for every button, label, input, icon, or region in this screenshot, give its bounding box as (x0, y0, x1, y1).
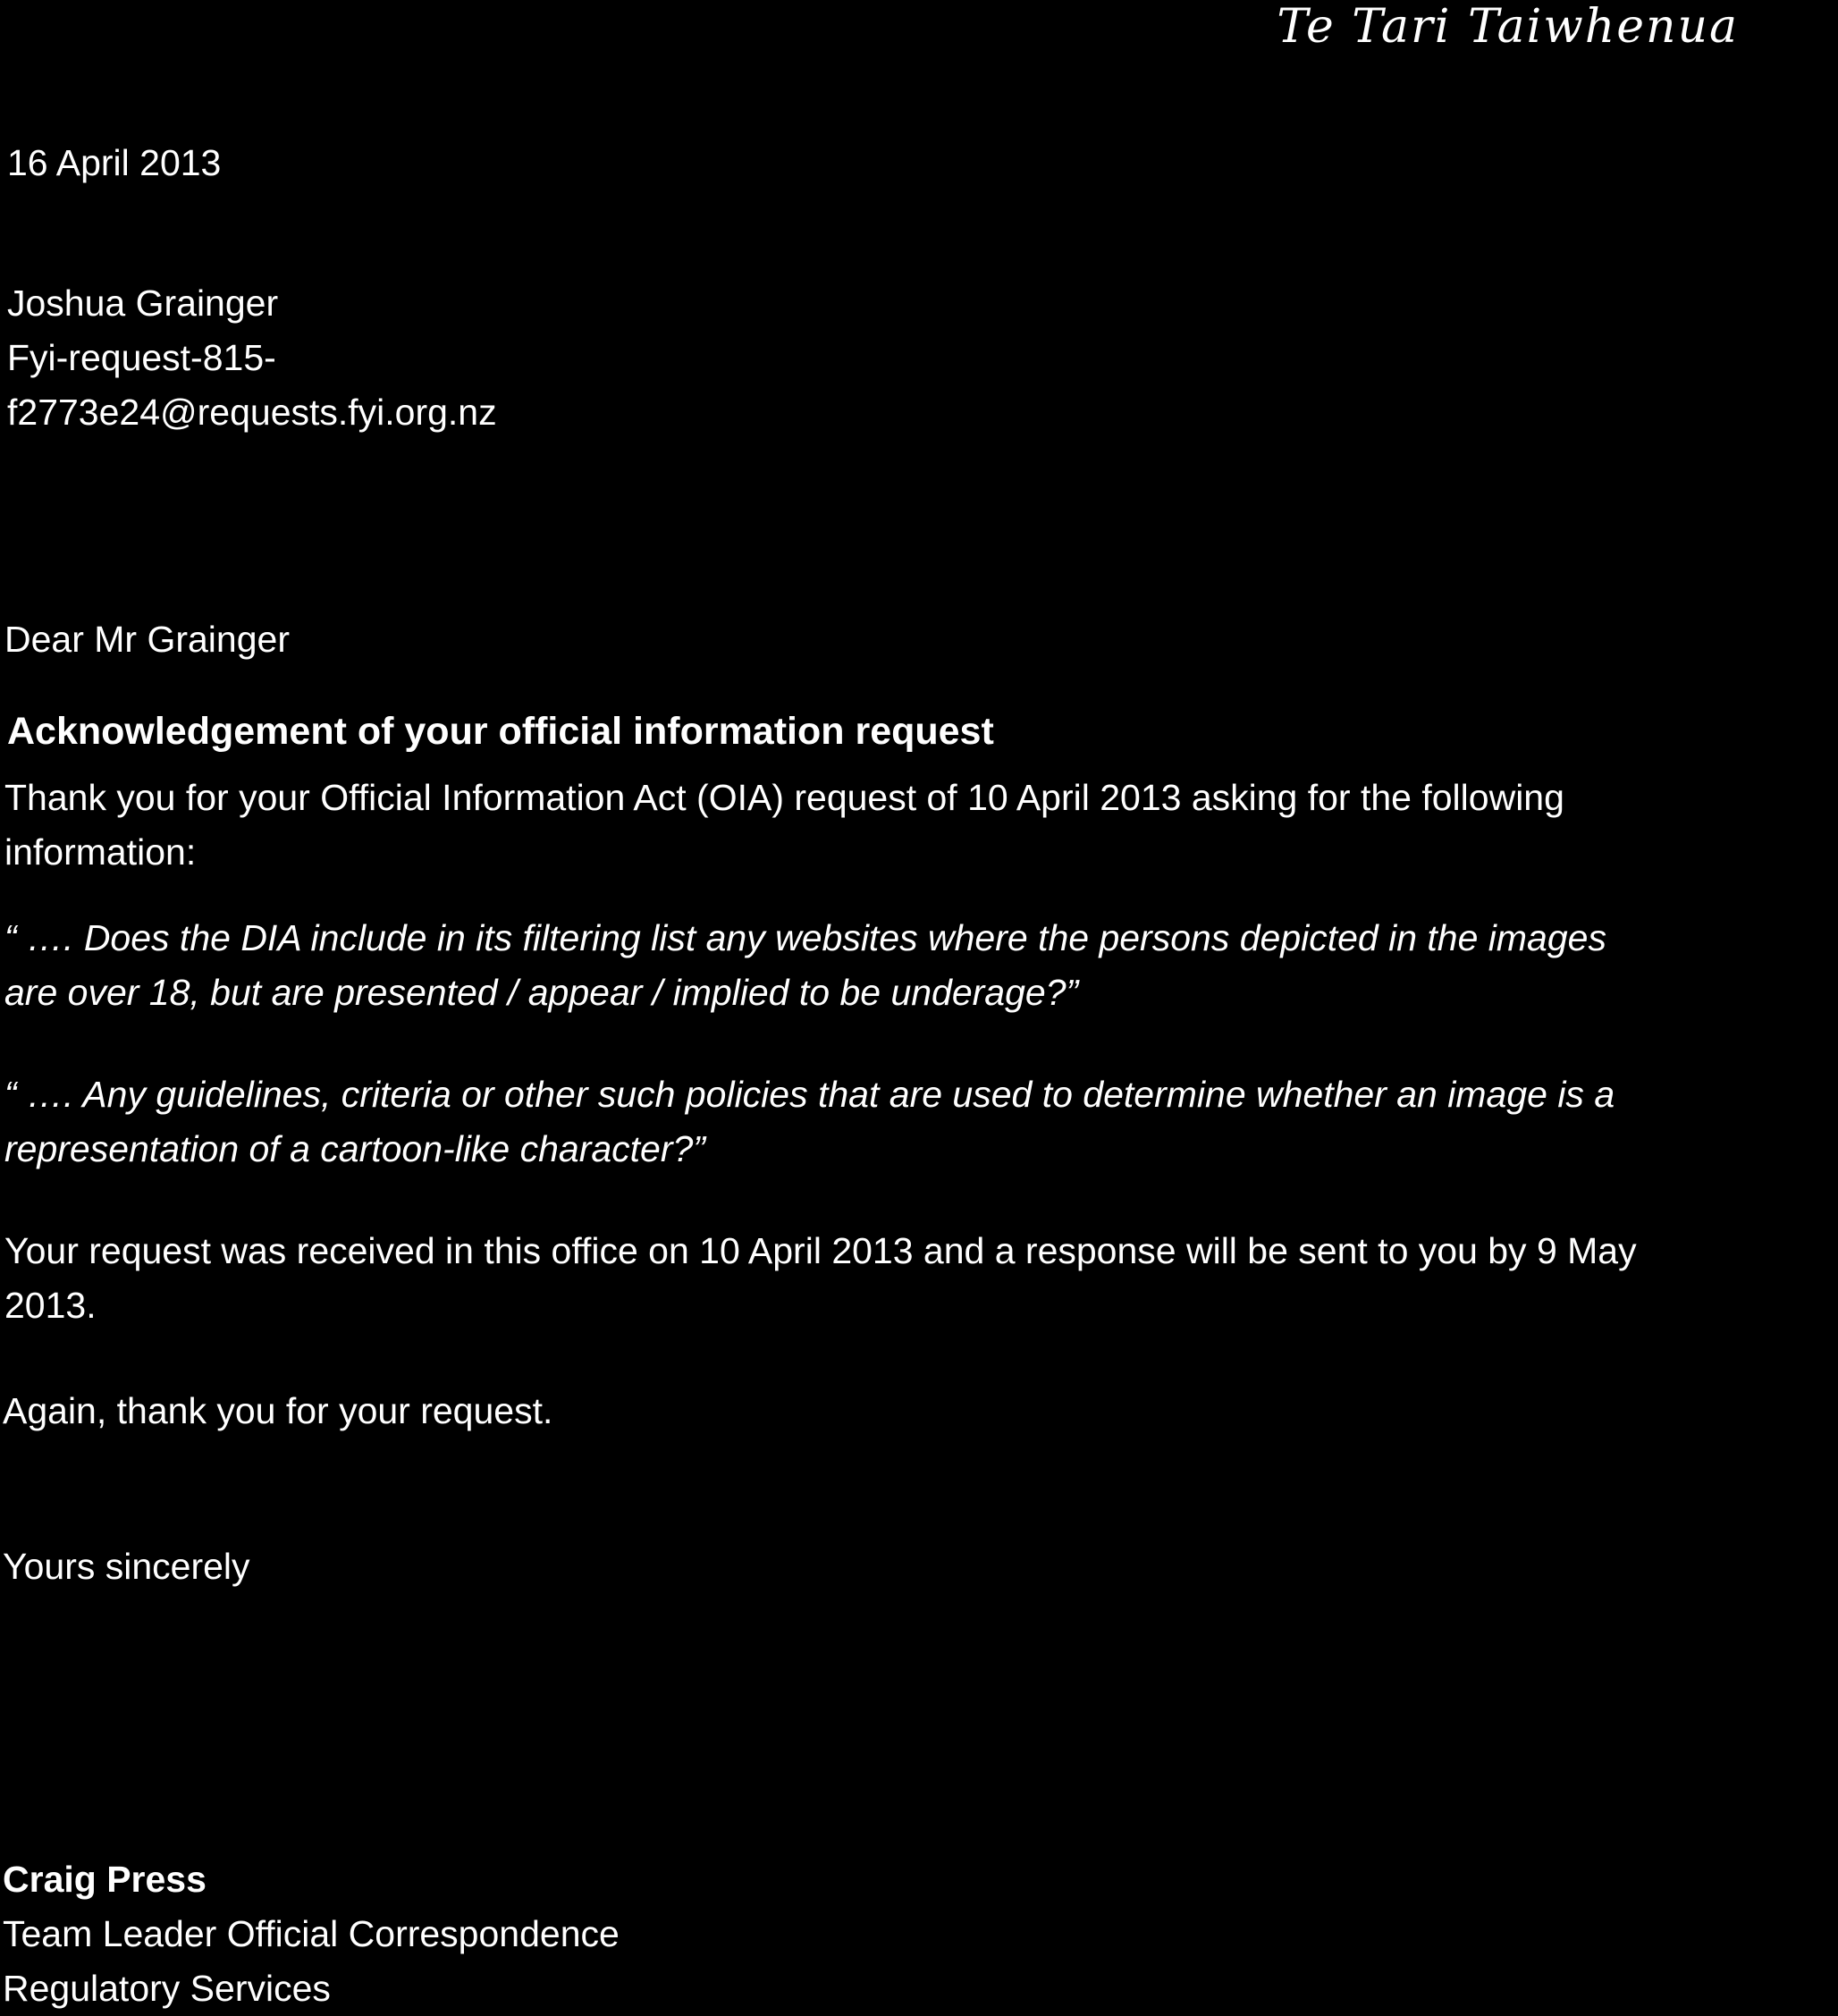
signatory-department: Regulatory Services (3, 1968, 331, 2009)
signatory-title: Team Leader Official Correspondence (3, 1913, 620, 1954)
intro-line-1: Thank you for your Official Information Act (OIA) request of 10 April 2013 asking for the following (4, 777, 1564, 818)
received-line-2: 2013. (4, 1285, 97, 1326)
department-logo-text: Te Tari Taiwhenua (1277, 0, 1739, 54)
signature-block (3, 1852, 620, 2016)
intro-line-2: information: (4, 831, 197, 873)
quote-paragraph-1 (4, 911, 1837, 1020)
recipient-block (7, 276, 497, 440)
signatory-name: Craig Press (3, 1859, 207, 1900)
closing-line: Yours sincerely (3, 1546, 250, 1587)
quote1-line-1: “ …. Does the DIA include in its filtering list any websites where the persons depicted in the images (4, 917, 1606, 958)
letter-subject-heading: Acknowledgement of your official information request (7, 710, 994, 753)
recipient-email-line2: f2773e24@requests.fyi.org.nz (7, 392, 497, 433)
thanks-line: Again, thank you for your request. (3, 1390, 553, 1431)
quote2-line-2: representation of a cartoon-like character?” (4, 1128, 705, 1169)
quote2-line-1: “ …. Any guidelines, criteria or other such policies that are used to determine whether an image is a (4, 1074, 1615, 1115)
recipient-name: Joshua Grainger (7, 283, 279, 324)
salutation: Dear Mr Grainger (4, 619, 290, 660)
recipient-email-line1: Fyi-request-815- (7, 337, 276, 378)
quote-paragraph-2 (4, 1067, 1837, 1177)
intro-paragraph (4, 771, 1837, 880)
letter-date: 16 April 2013 (7, 142, 222, 183)
quote1-line-2: are over 18, but are presented / appear / implied to be underage?” (4, 972, 1079, 1013)
received-line-1: Your request was received in this office on 10 April 2013 and a response will be sent to you by 9 May (4, 1230, 1637, 1271)
received-paragraph (4, 1224, 1837, 1333)
